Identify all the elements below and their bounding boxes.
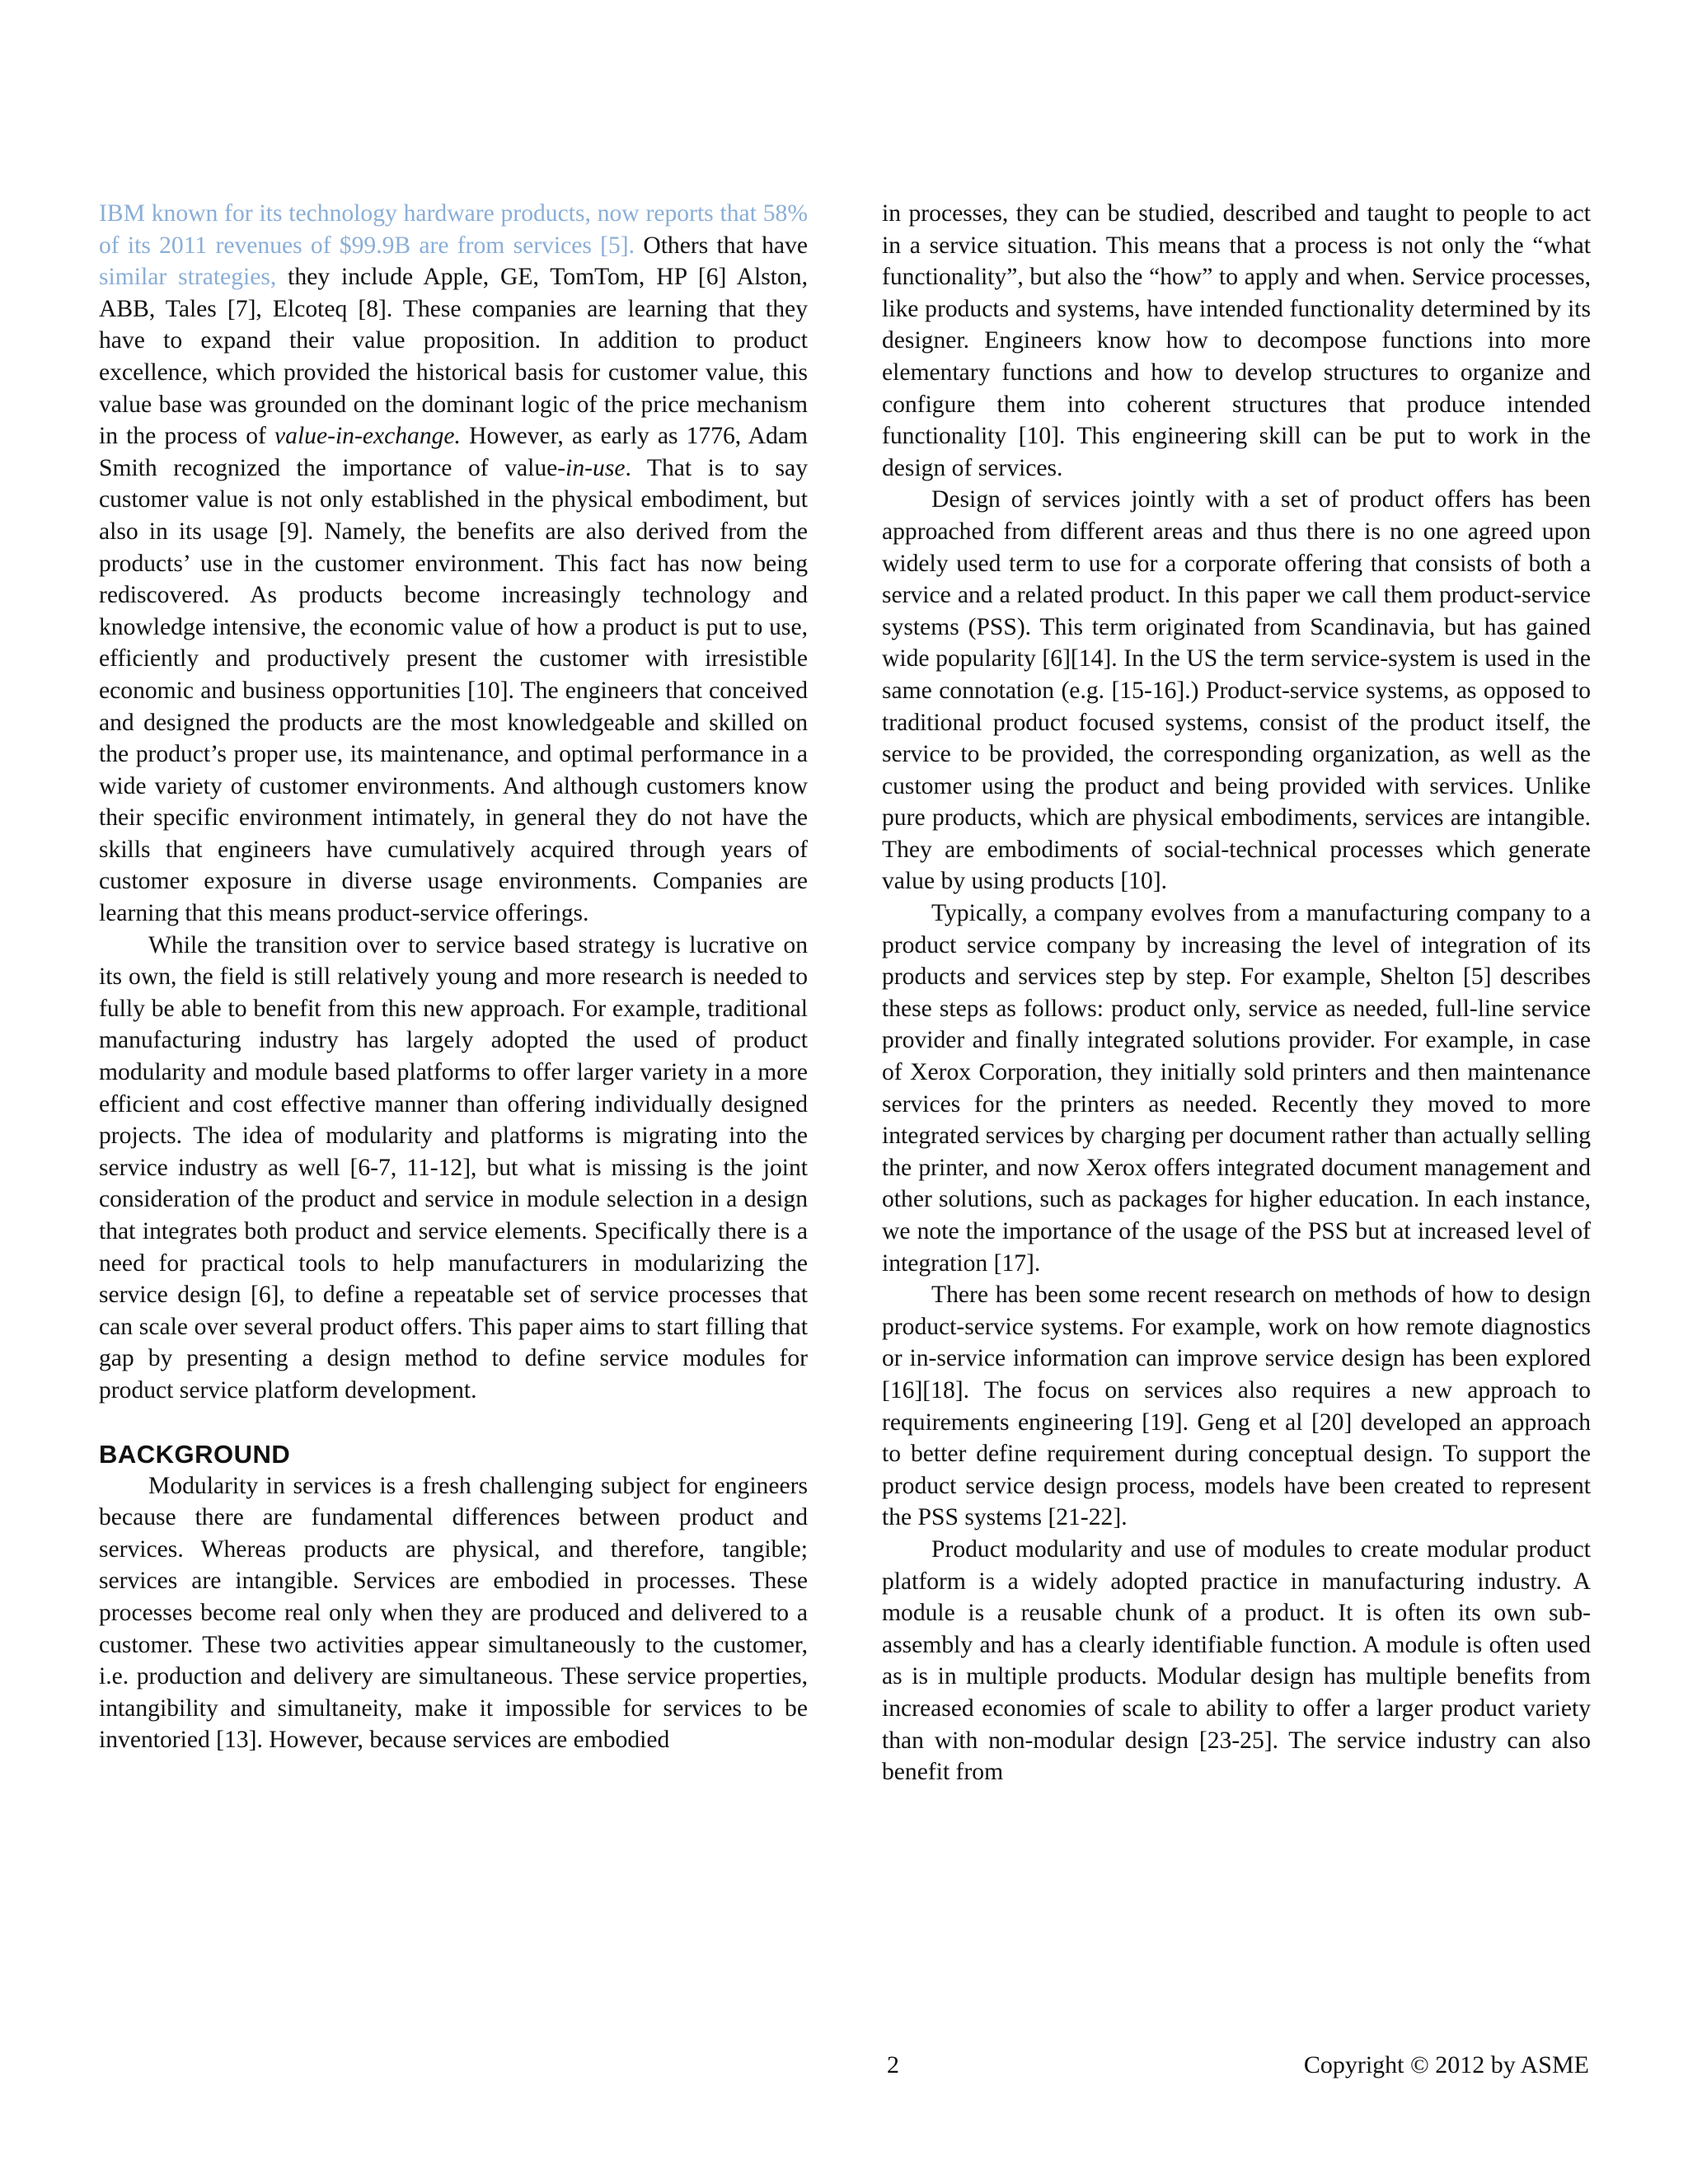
copyright-notice: Copyright © 2012 by ASME (1303, 2051, 1589, 2079)
right-paragraph-4: There has been some recent research on methods of how to design product-service systems. For example, work on how remote diagnostics or in-service information can improve service design has been explored [16][18]. The focus on services also requires a new approach to requirements engineering [19]. Geng et al [20] developed an approach to better define requirement during conceptual design. To support the product service design process, models have been created to represent the PSS systems [21-22]. (882, 1282, 1591, 1531)
left-paragraph-2: While the transition over to service based strategy is lucrative on its own, the field is still relatively young and more research is needed to fully be able to benefit from this new approach. For example, traditional manufacturing industry has largely adopted the used of product modularity and module based platforms to offer larger variety in a more efficient and cost effective manner than offering individually designed projects. The idea of modularity and platforms is migrating into the service industry as well [6-7, 11-12], but what is missing is the joint consideration of the product and service in module selection in a design that integrates both product and service elements. Specifically there is a need for practical tools to help manufacturers in modularizing the service design [6], to define a repeatable set of service processes that can scale over several product offers. This paper aims to start filling that gap by presenting a design method to define service modules for product service platform development. (99, 931, 808, 1404)
section-heading-background: BACKGROUND (99, 1439, 291, 1469)
right-column (882, 198, 1591, 1788)
italic-in-use: in-use (565, 454, 626, 481)
left-paragraph-3: Modularity in services is a fresh challenging subject for engineers because there are fundamental differences between product and services. Whereas products are physical, and therefore, tangible; services are intangible. Services are embodied in processes. These processes become real only when they are produced and delivered to a customer. These two activities appear simultaneously to the customer, i.e. production and delivery are simultaneous. These service properties, intangibility and simultaneity, make it impossible for services to be inventoried [13]. However, because services are embodied (99, 1472, 808, 1754)
highlighted-similar-strategies: similar strategies, (99, 264, 277, 291)
left-column (99, 198, 808, 1756)
right-paragraph-1: in processes, they can be studied, described and taught to people to act in a service situation. This means that a process is not only the “what functionality”, but also the “how” to apply and when. Service processes, like products and systems, have intended functionality determined by its designer. Engineers know how to decompose functions into more elementary functions and how to develop structures to organize and configure them into coherent structures that produce intended functionality [10]. This engineering skill can be put to work in the design of services. (882, 200, 1591, 481)
text-run: . That is to say customer value is not only established in the physical embodiment, but also in its usage [9]. Namely, the benefits are also derived from the products’ use in the customer environment. This fact has now being rediscovered. As products become increasingly technology and knowledge intensive, the economic value of how a product is put to use, efficiently and productively present the customer with irresistible economic and business opportunities [10]. The engineers that conceived and designed the products are the most knowledgeable and skilled on the product’s proper use, its maintenance, and optimal performance in a wide variety of customer environments. And although customers know their specific environment intimately, in general they do not have the skills that engineers have cumulatively acquired through years of customer exposure in diverse usage environments. Companies are learning that this means product-service offerings. (99, 454, 808, 927)
text-run: However, as early as 1776, Adam Smith recognized the importance of value- (99, 423, 809, 481)
left-paragraph-1 (99, 198, 808, 930)
page-number: 2 (887, 2051, 899, 2079)
italic-value-in-exchange: value-in-exchange. (274, 423, 461, 450)
text-run: Others that have (635, 232, 808, 259)
highlighted-ibm-sentence: IBM known for its technology hardware products, now reports that 58% of its 2011 revenues of $99.9B are from services [5]. (99, 200, 808, 259)
right-paragraph-2: Design of services jointly with a set of product offers has been approached from different areas and thus there is no one agreed upon widely used term to use for a corporate offering that consists of both a service and a related product. In this paper we call them product-service systems (PSS). This term originated from Scandinavia, but has gained wide popularity [6][14]. In the US the term service-system is used in the same connotation (e.g. [15-16].) Product-service systems, as opposed to traditional product focused systems, consist of the product itself, the service to be provided, the corresponding organization, as well as the customer using the product and being provided with services. Unlike pure products, which are physical embodiments, services are intangible. They are embodiments of social-technical processes which generate value by using products [10]. (882, 486, 1591, 895)
right-paragraph-5: Product modularity and use of modules to create modular product platform is a widely adopted practice in manufacturing industry. A module is a reusable chunk of a product. It is often its own sub-assembly and has a clearly identifiable function. A module is often used as is in multiple products. Modular design has multiple benefits from increased economies of scale to ability to offer a larger product variety than with non-modular design [23-25]. The service industry can also benefit from (882, 1535, 1591, 1786)
right-paragraph-3: Typically, a company evolves from a manufacturing company to a product service company by increasing the level of integration of its products and services step by step. For example, Shelton [5] describes these steps as follows: product only, service as needed, full-line service provider and finally integrated solutions provider. For example, in case of Xerox Corporation, they initially sold printers and then maintenance services for the printers as needed. Recently they moved to more integrated services by charging per document rather than actually selling the printer, and now Xerox offers integrated document management and other solutions, such as packages for higher education. In each instance, we note the importance of the usage of the PSS but at increased level of integration [17]. (882, 900, 1591, 1277)
text-run: they include Apple, GE, TomTom, HP [6] Alston, ABB, Tales [7], Elcoteq [8]. These companies are learning that they have to expand their value proposition. In addition to product excellence, which provided the historical basis for customer value, this value base was grounded on the dominant logic of the price mechanism in the process of (99, 264, 809, 450)
